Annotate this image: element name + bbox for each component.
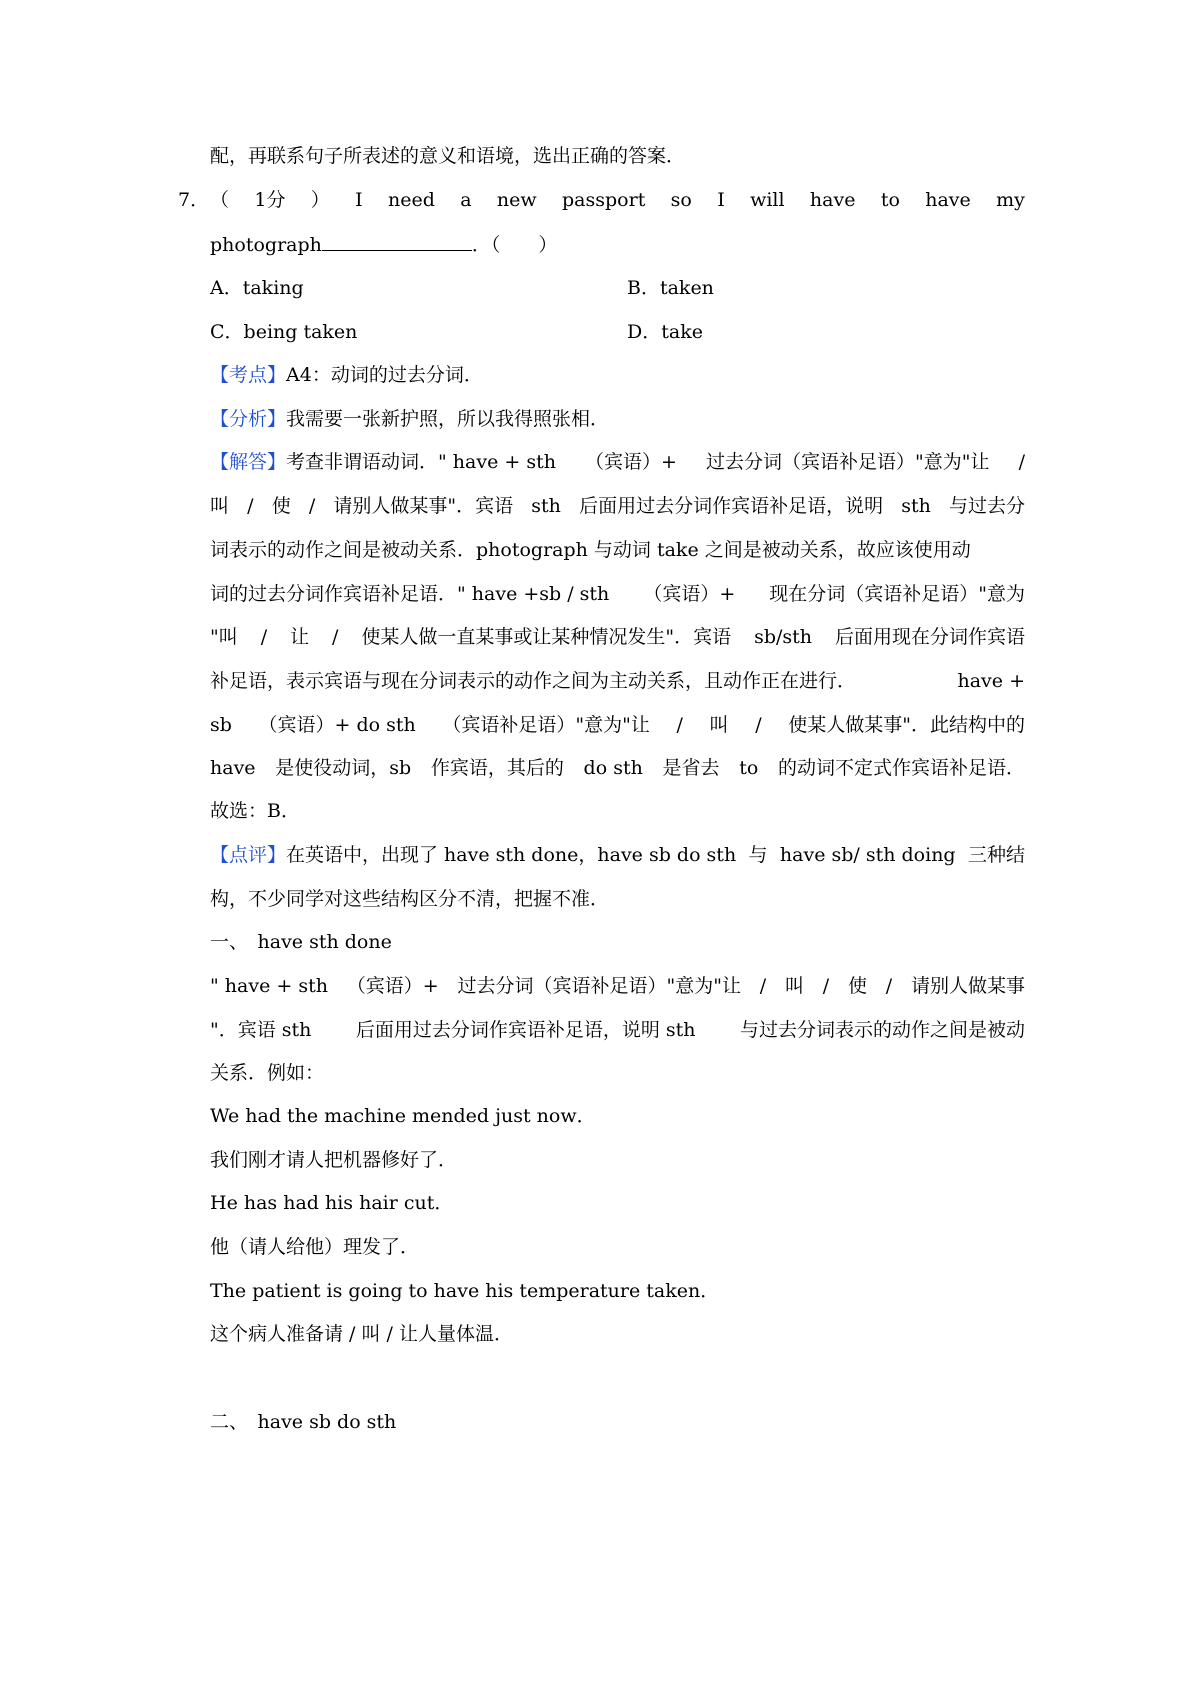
- dianping-line-2: 构，不少同学对这些结构区分不清，把握不准．: [210, 888, 610, 910]
- j-word: /: [308, 495, 316, 517]
- s-word: 请别人做某事: [910, 975, 1025, 997]
- section-1-line-1: [210, 974, 1025, 998]
- d-word: 与: [748, 844, 768, 866]
- jieda-line-7: [210, 713, 1025, 737]
- example-en-1: We had the machine mended just now．: [210, 1105, 596, 1127]
- j-word: 是使役动词，sb: [275, 757, 412, 779]
- s-word: 与过去分词表示的动作之间是被动: [739, 1019, 1025, 1041]
- j-word: （宾语）+ do sth: [258, 714, 416, 736]
- example-en-3: The patient is going to have his temperature taken．: [210, 1280, 720, 1302]
- q-word: new: [496, 189, 537, 211]
- s-word: /: [822, 975, 830, 997]
- jieda-line-1: [210, 450, 1025, 474]
- example-en-2: He has had his hair cut．: [210, 1192, 454, 1214]
- q-word: 1分: [254, 189, 286, 211]
- s-word: "．宾语 sth: [210, 1019, 312, 1041]
- s-word: （宾语）+: [346, 975, 439, 997]
- s-word: 使: [847, 975, 867, 997]
- option-a: A．taking: [210, 277, 304, 299]
- s-word: /: [885, 975, 893, 997]
- dianping-head: [210, 843, 736, 867]
- jieda-head: [210, 450, 556, 474]
- q-word: （: [210, 189, 230, 211]
- j-word: sb/sth: [754, 626, 813, 648]
- q-prefix: photograph: [210, 234, 322, 256]
- d-word: 三种结: [967, 844, 1025, 866]
- question-number: 7．: [178, 189, 210, 211]
- j-word: /: [332, 626, 339, 648]
- option-d: D．take: [627, 321, 703, 343]
- j-word: 补足语，表示宾语与现在分词表示的动作之间为主动关系，且动作正在进行．: [210, 670, 857, 692]
- question-line-1: [210, 188, 1025, 212]
- jieda-line-3: 词表示的动作之间是被动关系．photograph 与动词 take 之间是被动关系，故应该使用动: [210, 539, 971, 561]
- section-1-line-3: 关系．例如：: [210, 1062, 325, 1084]
- q-word: to: [880, 189, 900, 211]
- jieda-line-2: [210, 494, 1025, 518]
- dianping-tag: 【点评】: [210, 844, 287, 866]
- q-word: so: [670, 189, 692, 211]
- j-word: 叫: [210, 495, 230, 517]
- j-word: 与过去分: [948, 495, 1025, 517]
- j-word: 的动词不定式作宾语补足语．: [777, 757, 1025, 779]
- kaodian-tag: 【考点】: [210, 364, 287, 386]
- j-word: 后面用现在分词作宾语: [834, 626, 1025, 648]
- j-word: 使某人做一直某事或让某种情况发生"．宾语: [361, 626, 732, 648]
- j-word: 后面用过去分词作宾语补足语，说明: [579, 495, 884, 517]
- j-word: sth: [901, 495, 931, 517]
- intro-tail: 配，再联系句子所表述的意义和语境，选出正确的答案．: [210, 145, 686, 167]
- j-word: do sth: [583, 757, 643, 779]
- j-word: （宾语）+: [643, 583, 736, 605]
- jieda-line-5: [210, 625, 1025, 649]
- j-word: 叫: [709, 714, 729, 736]
- q-word: passport: [562, 189, 646, 211]
- j-word: have +: [957, 670, 1025, 692]
- j-word: 现在分词（宾语补足语）"意为: [769, 583, 1025, 605]
- kaodian: [210, 363, 1025, 387]
- j-word: sb: [210, 714, 232, 736]
- jieda-answer: 故选：B．: [210, 800, 300, 822]
- section-1-heading: 一、 have sth done: [210, 931, 392, 953]
- j-word: （宾语补足语）"意为"让: [442, 714, 650, 736]
- q-word: ）: [310, 189, 330, 211]
- j-word: 使某人做某事"．此结构中的: [788, 714, 1025, 736]
- fenxi-tag: 【分析】: [210, 408, 287, 430]
- j-word: /: [755, 714, 762, 736]
- j-word: 过去分词（宾语补足语）"意为"让: [706, 451, 990, 473]
- q-word: a: [460, 189, 472, 211]
- jieda-line-6: [210, 669, 1025, 693]
- jieda-line-8: [210, 756, 1025, 780]
- q-suffix: ．（ ）: [471, 234, 558, 256]
- j-word: "叫: [210, 626, 238, 648]
- example-zh-3: 这个病人准备请 / 叫 / 让人量体温．: [210, 1323, 513, 1345]
- s-word: 过去分词（宾语补足语）"意为"让: [457, 975, 741, 997]
- dianping-line-1: [210, 843, 1025, 867]
- fenxi-text: 我需要一张新护照，所以我得照张相．: [286, 408, 610, 430]
- section-1-line-2: [210, 1018, 1025, 1042]
- section-2-heading: 二、 have sb do sth: [210, 1411, 397, 1433]
- s-word: /: [759, 975, 767, 997]
- jieda-line-4: [210, 582, 1025, 606]
- j-word: 是省去: [662, 757, 720, 779]
- j-word: 考查非谓语动词．" have + sth: [286, 451, 556, 473]
- j-word: /: [1018, 451, 1025, 473]
- jieda-tag: 【解答】: [210, 451, 287, 473]
- kaodian-text: A4：动词的过去分词．: [286, 364, 483, 386]
- answer-blank: [322, 232, 472, 251]
- j-word: 让: [290, 626, 310, 648]
- j-word: 请别人做某事"．宾语: [333, 495, 514, 517]
- j-word: have: [210, 757, 256, 779]
- d-word: 在英语中，出现了 have sth done，have sb do sth: [286, 844, 737, 866]
- d-word: have sb/ sth doing: [779, 844, 956, 866]
- s-word: " have + sth: [210, 975, 328, 997]
- j-word: sth: [531, 495, 561, 517]
- j-word: 词的过去分词作宾语补足语．" have +sb / sth: [210, 583, 610, 605]
- s-word: 叫: [784, 975, 804, 997]
- j-word: （宾语）+: [585, 451, 677, 473]
- j-word: /: [676, 714, 683, 736]
- question-line-2: [210, 232, 1025, 257]
- j-word: to: [739, 757, 759, 779]
- fenxi: [210, 407, 1025, 431]
- q-word: need: [388, 189, 435, 211]
- q-word: I: [355, 189, 363, 211]
- q-word: have: [925, 189, 971, 211]
- s-word: 后面用过去分词作宾语补足语，说明 sth: [355, 1019, 696, 1041]
- q-word: have: [809, 189, 856, 211]
- q-word: my: [996, 189, 1025, 211]
- option-b: B．taken: [627, 277, 714, 299]
- j-word: 作宾语，其后的: [430, 757, 564, 779]
- j-word: /: [260, 626, 268, 648]
- j-word: /: [247, 495, 254, 517]
- j-word: 使: [271, 495, 291, 517]
- q-word: I: [717, 189, 725, 211]
- option-c: C．being taken: [210, 321, 358, 343]
- example-zh-1: 我们刚才请人把机器修好了．: [210, 1149, 458, 1171]
- example-zh-2: 他（请人给他）理发了．: [210, 1236, 420, 1258]
- q-word: will: [750, 189, 785, 211]
